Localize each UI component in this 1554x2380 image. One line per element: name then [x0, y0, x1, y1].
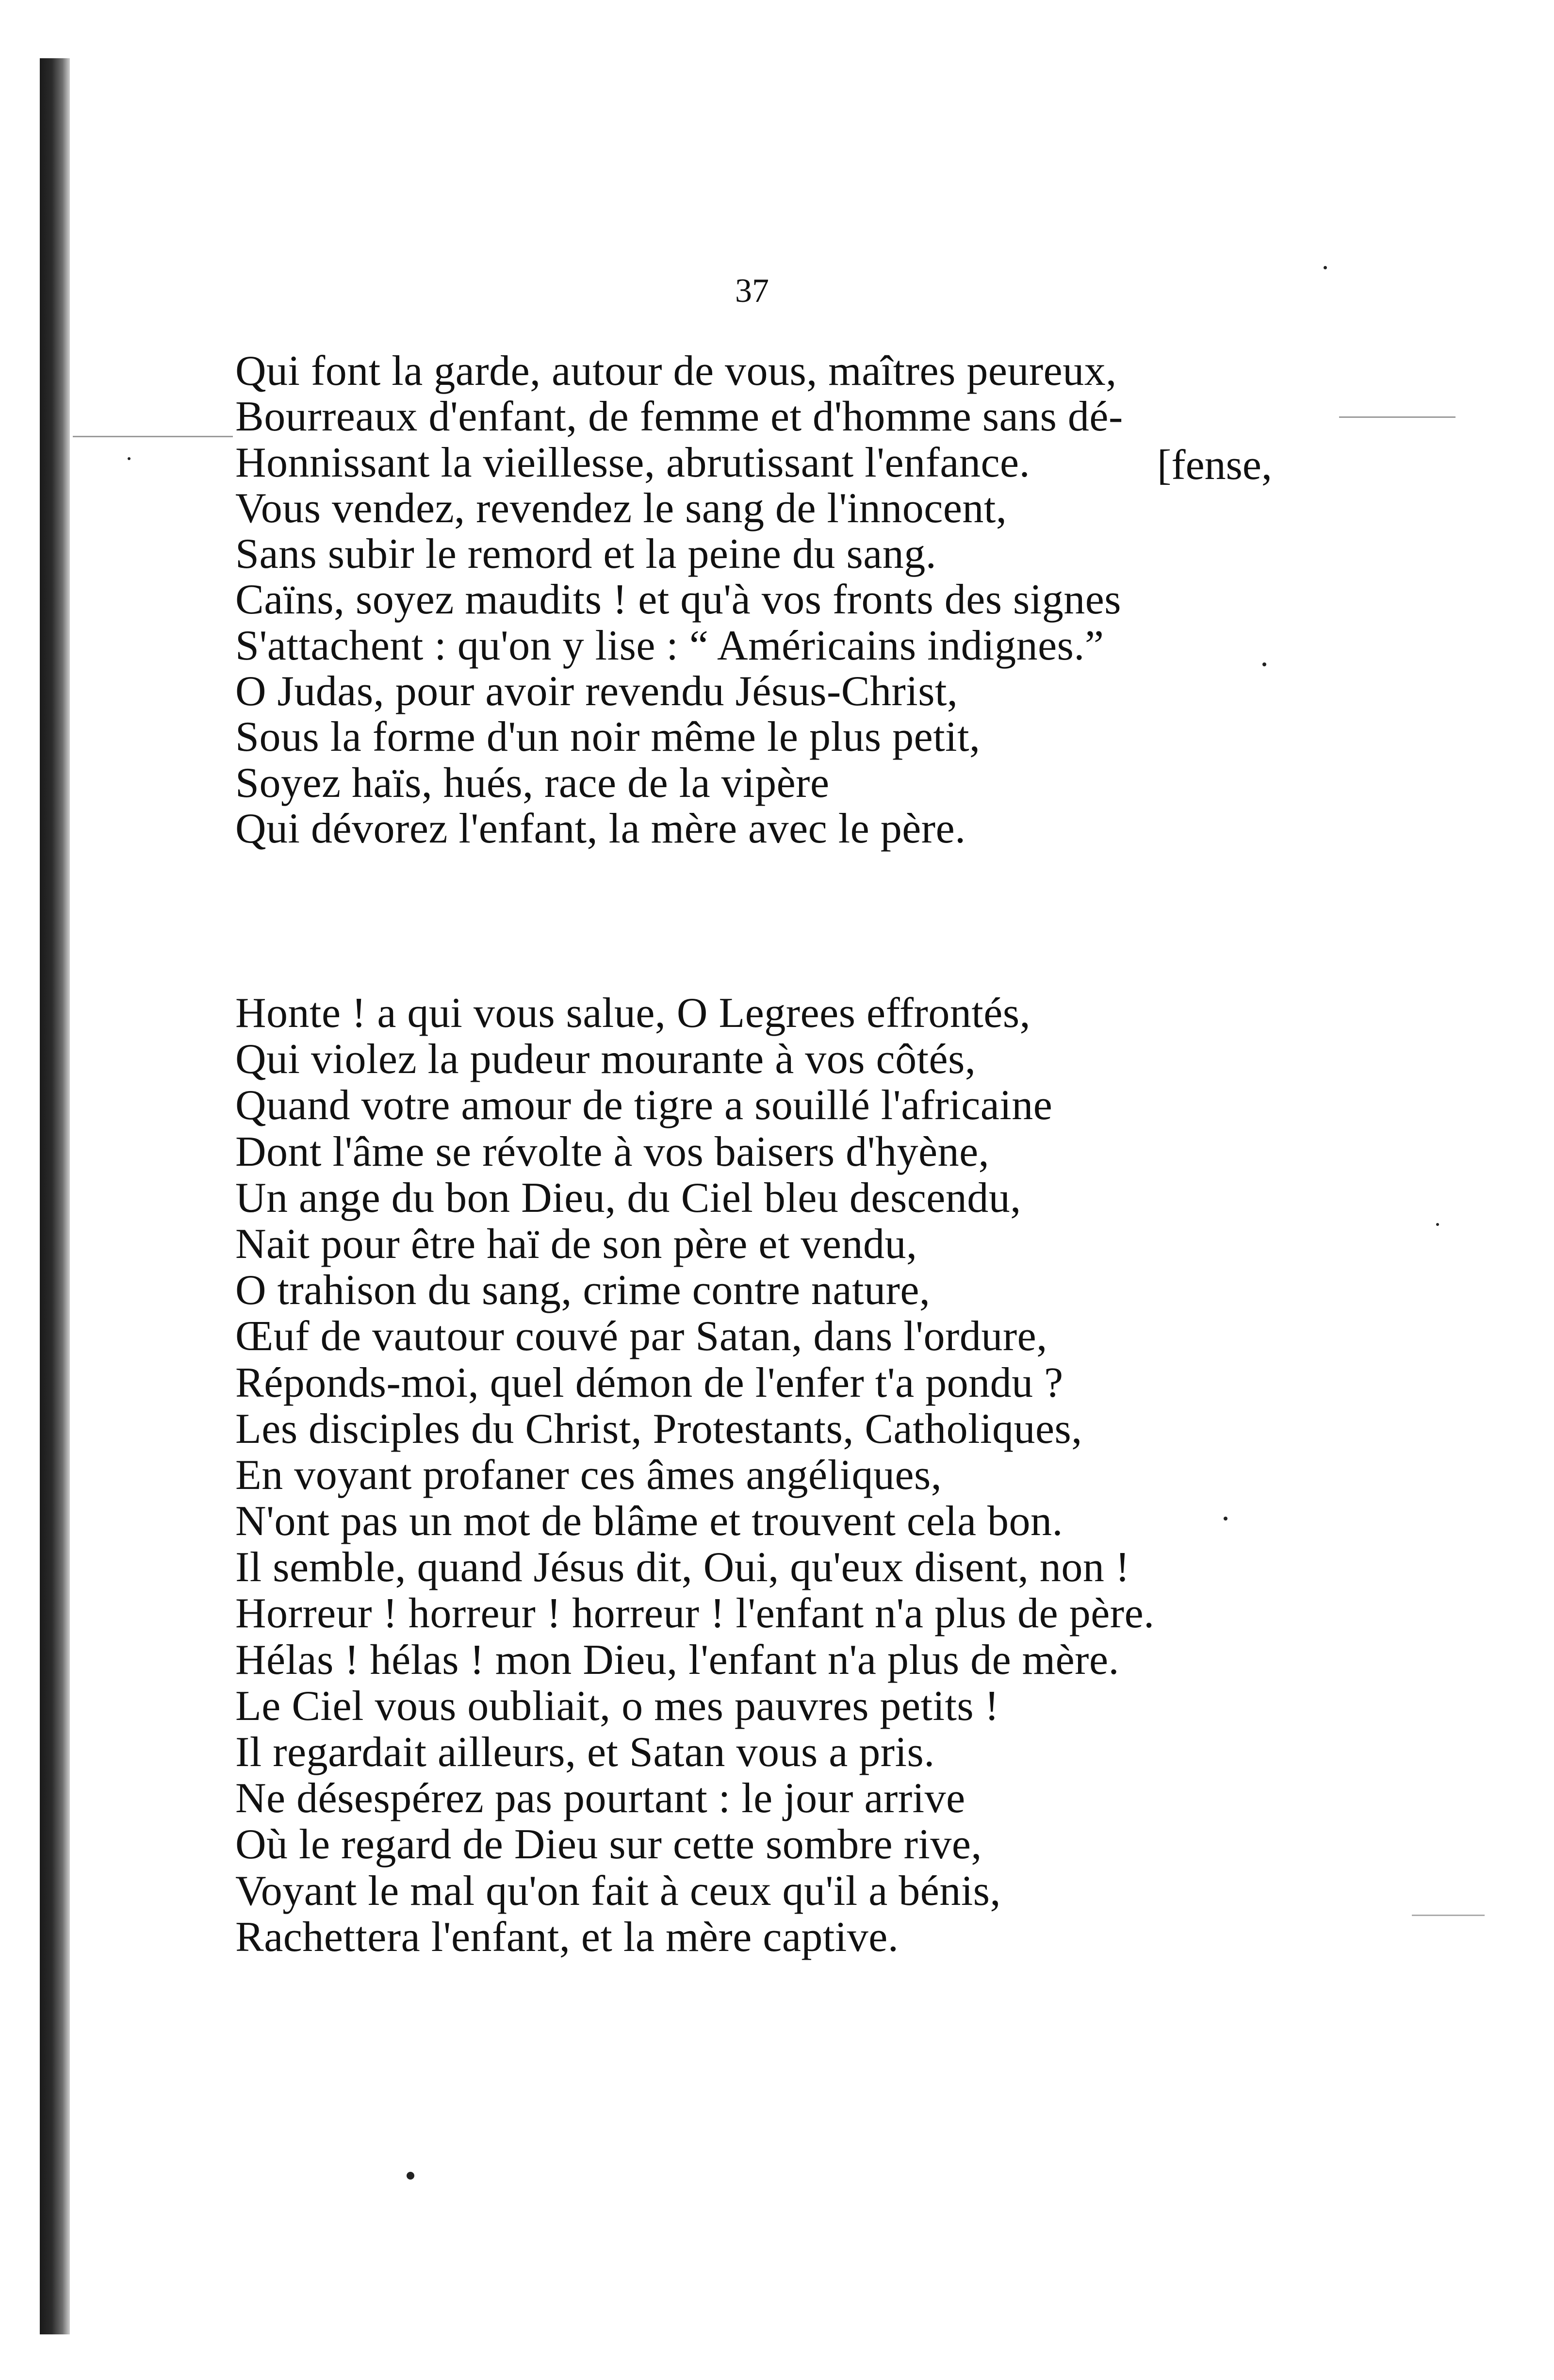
verse-line: Qui violez la pudeur mourante à vos côtés, [235, 1036, 976, 1083]
verse-line: Honte ! a qui vous salue, O Legrees effrontés, [235, 990, 1031, 1037]
verse-line: Un ange du bon Dieu, du Ciel bleu descendu, [235, 1174, 1021, 1222]
verse-line: Hélas ! hélas ! mon Dieu, l'enfant n'a plus de mère. [235, 1636, 1120, 1684]
ink-speck [1324, 266, 1327, 269]
verse-line: Réponds-moi, quel démon de l'enfer t'a pondu ? [235, 1359, 1063, 1406]
binding-edge [40, 58, 70, 2334]
verse-line: S'attachent : qu'on y lise : “ Américains indignes.” [235, 622, 1104, 669]
verse-line: En voyant profaner ces âmes angéliques, [235, 1451, 942, 1499]
verse-line: Caïns, soyez maudits ! et qu'à vos fronts des signes [235, 576, 1122, 624]
verse-line: Œuf de vautour couvé par Satan, dans l'ordure, [235, 1313, 1047, 1360]
stanza [235, 348, 1123, 852]
verse-line: Sans subir le remord et la peine du sang. [235, 530, 937, 578]
margin-rule [1339, 416, 1456, 418]
ink-speck [407, 2172, 414, 2180]
verse-line: Quand votre amour de tigre a souillé l'africaine [235, 1082, 1053, 1129]
verse-line: Qui dévorez l'enfant, la mère avec le père. [235, 805, 966, 852]
verse-line: N'ont pas un mot de blâme et trouvent cela bon. [235, 1498, 1063, 1545]
ink-speck [1262, 662, 1266, 666]
verse-line: O Judas, pour avoir revendu Jésus-Christ, [235, 668, 958, 715]
hanging-line-continuation: [fense, [1157, 442, 1272, 489]
ink-speck [1436, 1223, 1439, 1226]
stanza [235, 990, 1155, 1960]
verse-line: Les disciples du Christ, Protestants, Catholiques, [235, 1405, 1082, 1453]
verse-line: Il regardait ailleurs, et Satan vous a pris. [235, 1729, 935, 1776]
verse-line: Nait pour être haï de son père et vendu, [235, 1220, 917, 1268]
verse-line: Ne désespérez pas pourtant : le jour arrive [235, 1775, 965, 1822]
ink-speck [1224, 1517, 1227, 1521]
verse-line: Vous vendez, revendez le sang de l'innocent, [235, 484, 1007, 532]
verse-line: Sous la forme d'un noir même le plus petit, [235, 713, 981, 761]
verse-line: Dont l'âme se révolte à vos baisers d'hyène, [235, 1128, 990, 1175]
margin-rule [73, 436, 233, 437]
ink-speck [128, 457, 131, 460]
verse-line: O trahison du sang, crime contre nature, [235, 1267, 931, 1314]
verse-line: Honnissant la vieillesse, abrutissant l'enfance. [235, 439, 1031, 486]
page-number: 37 [735, 272, 769, 310]
verse-line: Voyant le mal qu'on fait à ceux qu'il a bénis, [235, 1867, 1001, 1915]
verse-line: Bourreaux d'enfant, de femme et d'homme sans dé- [235, 393, 1123, 441]
verse-line: Qui font la garde, autour de vous, maîtres peureux, [235, 347, 1117, 395]
margin-rule [1412, 1915, 1485, 1916]
verse-line: Soyez haïs, hués, race de la vipère [235, 759, 830, 807]
verse-line: Rachettera l'enfant, et la mère captive. [235, 1913, 899, 1961]
verse-line: Où le regard de Dieu sur cette sombre rive, [235, 1821, 982, 1868]
verse-line: Il semble, quand Jésus dit, Oui, qu'eux disent, non ! [235, 1544, 1130, 1591]
verse-line: Le Ciel vous oubliait, o mes pauvres petits ! [235, 1682, 999, 1730]
verse-line: Horreur ! horreur ! horreur ! l'enfant n'a plus de père. [235, 1590, 1155, 1637]
